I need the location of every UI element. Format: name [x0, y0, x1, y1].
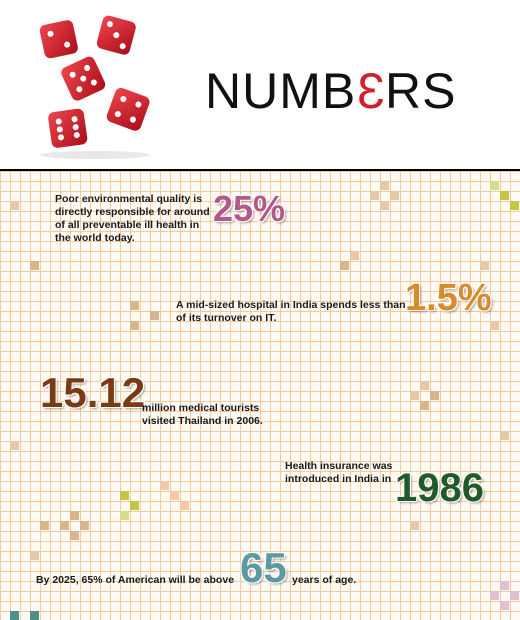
deco-square	[510, 591, 519, 600]
deco-square	[30, 611, 39, 620]
fact-number: 1.5%	[405, 277, 492, 319]
deco-square	[370, 191, 379, 200]
deco-square	[510, 201, 519, 210]
fact-text-end: years of age.	[292, 574, 357, 586]
dice-illustration	[30, 10, 160, 160]
deco-square	[10, 201, 19, 210]
deco-square	[120, 491, 129, 500]
fact-text: Health insurance was introduced in India in	[285, 460, 393, 485]
fact-number: 65	[240, 544, 287, 591]
grid-background	[0, 171, 520, 620]
header	[0, 0, 520, 170]
deco-square	[160, 481, 169, 490]
title-mark: 3	[356, 63, 386, 119]
deco-square	[420, 381, 429, 390]
deco-square	[130, 301, 139, 310]
deco-square	[30, 551, 39, 560]
title-text-end: RS	[385, 63, 457, 119]
deco-square	[180, 501, 189, 510]
title-text-start: NUMB	[205, 63, 357, 119]
deco-square	[170, 491, 179, 500]
fact-text: Poor environmental quality is directly responsible for around of all preventable ill health in the world today.	[55, 193, 210, 244]
deco-square	[30, 261, 39, 270]
deco-square	[380, 201, 389, 210]
deco-square	[70, 511, 79, 520]
fact-number: 1986	[395, 466, 484, 510]
page-title	[205, 63, 457, 119]
deco-square	[410, 521, 419, 530]
deco-square	[60, 521, 69, 530]
fact-number: 25%	[213, 188, 286, 229]
fact-text: By 2025, 65% of American will be above	[36, 574, 235, 586]
deco-square	[130, 321, 139, 330]
deco-square	[490, 591, 499, 600]
deco-square	[380, 181, 389, 190]
deco-square	[490, 181, 499, 190]
deco-square	[150, 311, 159, 320]
deco-square	[500, 431, 509, 440]
deco-square	[70, 531, 79, 540]
deco-square	[410, 391, 419, 400]
deco-square	[500, 191, 509, 200]
deco-square	[420, 401, 429, 410]
deco-square	[480, 261, 489, 270]
deco-square	[340, 261, 349, 270]
fact-number: 15.12	[40, 369, 146, 416]
deco-square	[40, 521, 49, 530]
deco-square	[10, 441, 19, 450]
deco-square	[500, 581, 509, 590]
fact-text: million medical tourists visited Thailand in 2006.	[142, 402, 263, 427]
deco-square	[80, 521, 89, 530]
fact-text: A mid-sized hospital in India spends less than of its turnover on IT.	[176, 299, 406, 324]
deco-square	[120, 511, 129, 520]
deco-square	[350, 251, 359, 260]
deco-square	[430, 391, 439, 400]
deco-square	[500, 601, 509, 610]
deco-square	[130, 501, 139, 510]
deco-square	[490, 321, 499, 330]
deco-square	[10, 611, 19, 620]
deco-square	[390, 191, 399, 200]
